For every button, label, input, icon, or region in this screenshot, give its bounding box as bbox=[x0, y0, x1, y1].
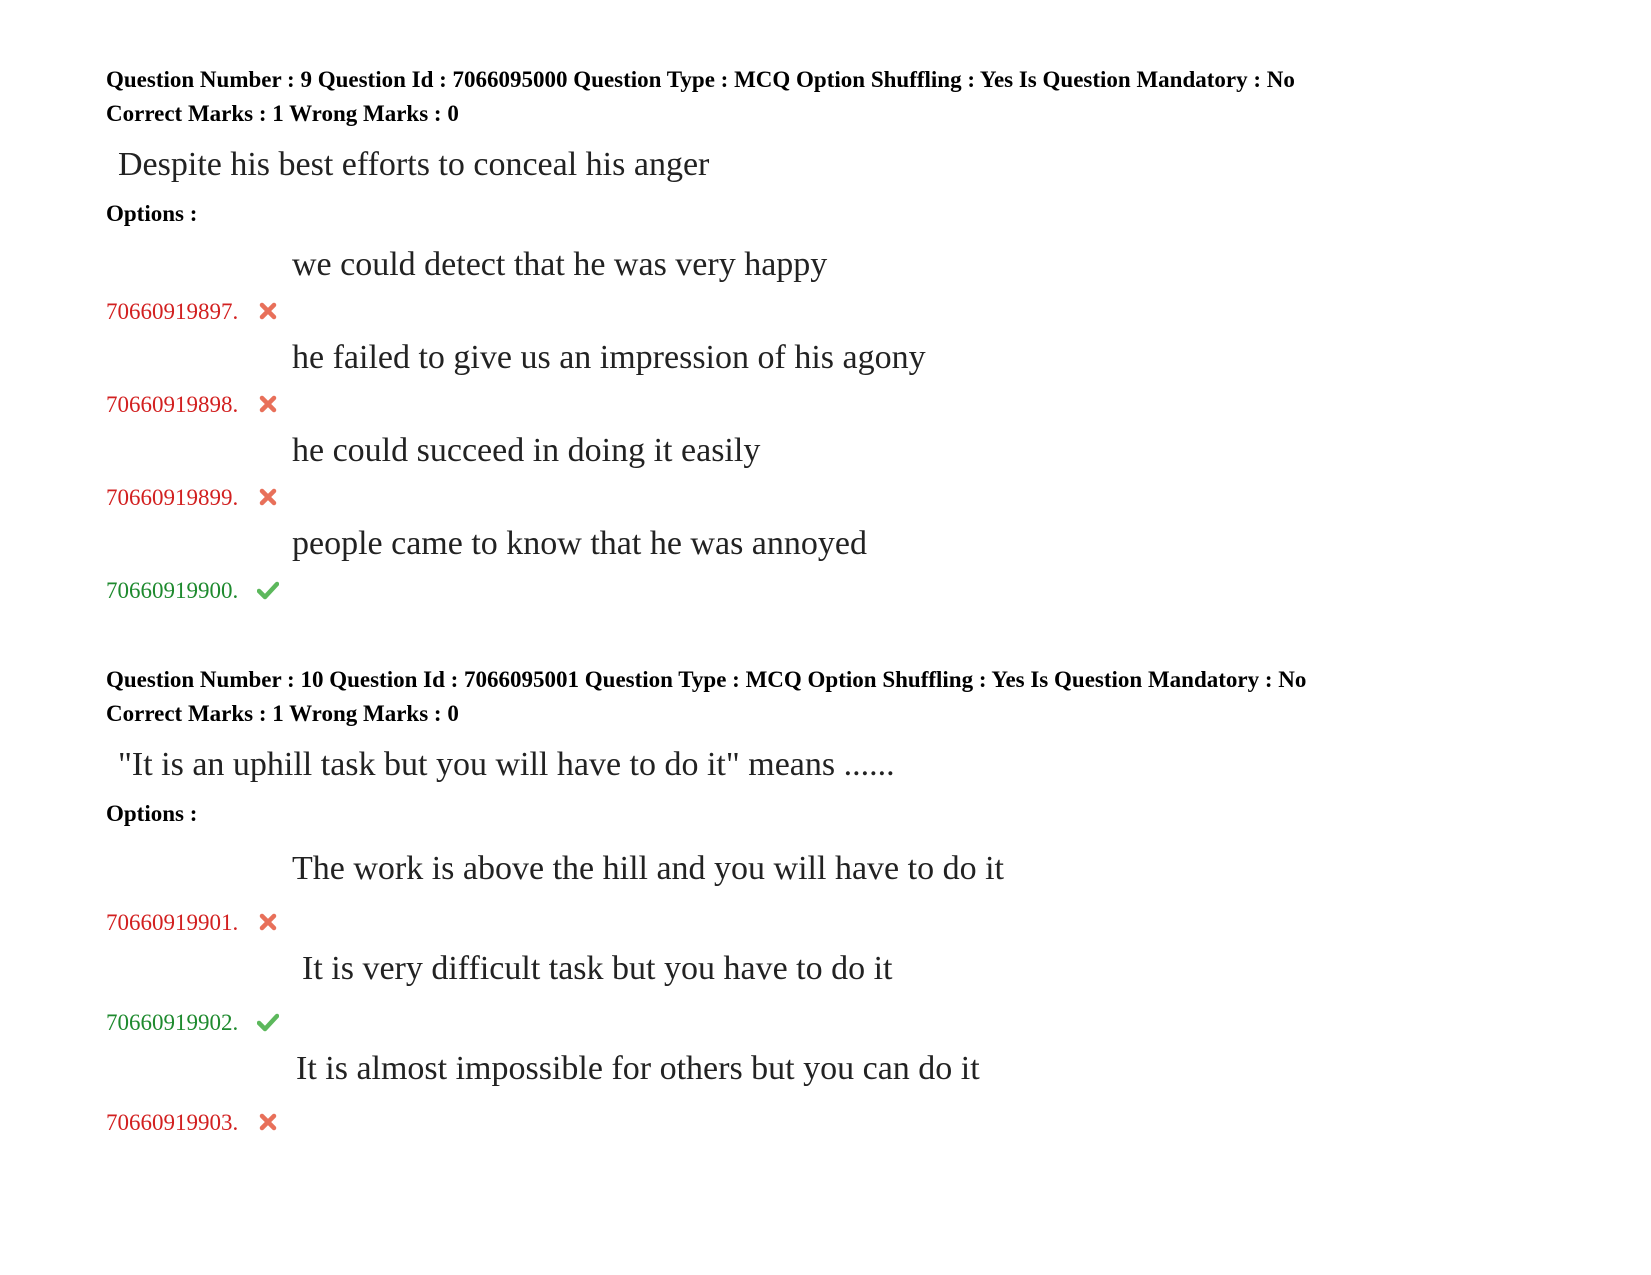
option-text: he failed to give us an impression of his agony bbox=[292, 339, 926, 376]
option-text: he could succeed in doing it easily bbox=[292, 432, 761, 469]
option-row bbox=[106, 239, 1606, 332]
question-stem: "It is an uphill task but you will have to do it" means ...... bbox=[118, 746, 895, 783]
option-id: 70660919902. bbox=[106, 1010, 239, 1035]
option-text: It is very difficult task but you have to do it bbox=[302, 950, 893, 987]
option-id: 70660919897. bbox=[106, 299, 239, 324]
option-row bbox=[106, 425, 1606, 518]
options-list bbox=[106, 239, 1606, 611]
cross-icon bbox=[257, 300, 279, 322]
options-label: Options : bbox=[106, 201, 198, 226]
marks-meta-line: Correct Marks : 1 Wrong Marks : 0 bbox=[106, 701, 459, 726]
question-meta-line: Question Number : 9 Question Id : 7066095000 Question Type : MCQ Option Shuffling : Yes Is Question Mandatory : No bbox=[106, 67, 1295, 92]
marks-meta-line: Correct Marks : 1 Wrong Marks : 0 bbox=[106, 101, 459, 126]
check-icon bbox=[257, 1011, 279, 1033]
option-id: 70660919899. bbox=[106, 485, 239, 510]
option-row bbox=[106, 518, 1606, 611]
option-text: people came to know that he was annoyed bbox=[292, 525, 867, 562]
cross-icon bbox=[257, 486, 279, 508]
cross-icon bbox=[257, 1111, 279, 1133]
option-text: The work is above the hill and you will have to do it bbox=[292, 850, 1004, 887]
options-label: Options : bbox=[106, 801, 198, 826]
option-id: 70660919903. bbox=[106, 1110, 239, 1135]
option-row bbox=[106, 1043, 1606, 1143]
option-id: 70660919900. bbox=[106, 578, 239, 603]
option-text: we could detect that he was very happy bbox=[292, 246, 828, 283]
option-text: It is almost impossible for others but you can do it bbox=[296, 1050, 980, 1087]
options-list bbox=[106, 843, 1606, 1143]
option-id: 70660919898. bbox=[106, 392, 239, 417]
cross-icon bbox=[257, 911, 279, 933]
option-row bbox=[106, 943, 1606, 1043]
question-block-10 bbox=[106, 663, 1606, 1143]
question-block-9 bbox=[106, 63, 1606, 611]
check-icon bbox=[257, 579, 279, 601]
option-row bbox=[106, 332, 1606, 425]
option-id: 70660919901. bbox=[106, 910, 239, 935]
question-meta-line: Question Number : 10 Question Id : 7066095001 Question Type : MCQ Option Shuffling : Yes Is Question Mandatory : No bbox=[106, 667, 1307, 692]
cross-icon bbox=[257, 393, 279, 415]
question-stem: Despite his best efforts to conceal his anger bbox=[118, 146, 710, 183]
option-row bbox=[106, 843, 1606, 943]
